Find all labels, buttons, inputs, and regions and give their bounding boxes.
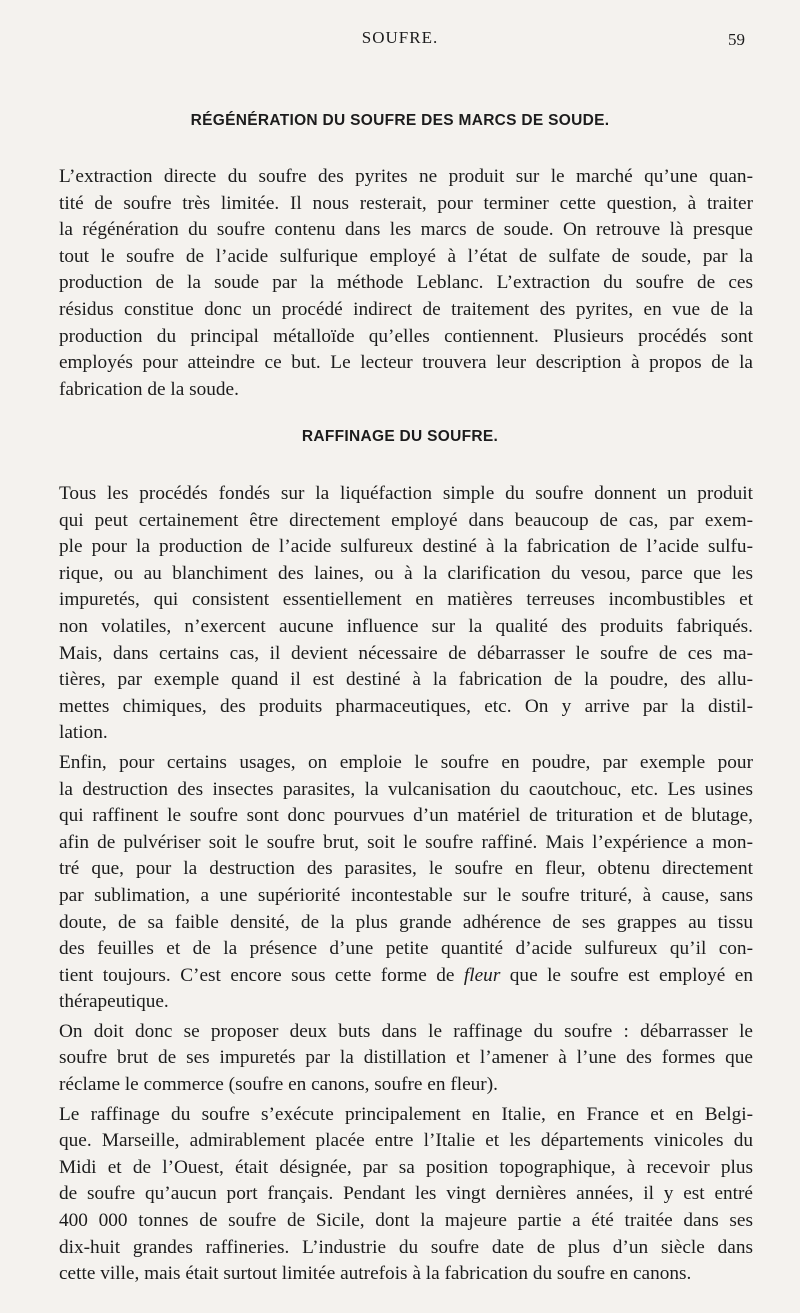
text-line: tières, par exemple quand il est destiné à la fabrication de la poudre, des allu- — [59, 669, 753, 691]
text-line: dix-huit grandes raffineries. L’industrie du soufre date de plus d’un siècle dans — [59, 1236, 753, 1258]
text-line: rique, ou au blanchiment des laines, ou à la clarification du vesou, parce que les — [59, 562, 753, 584]
text-line: tré que, pour la destruction des parasites, le soufre en fleur, obtenu directement — [59, 858, 753, 880]
text-line: tité de soufre très limitée. Il nous resterait, pour terminer cette question, à traiter — [59, 192, 753, 214]
text-line: tient toujours. C’est encore sous cette forme de fleur que le soufre est employé en — [59, 964, 753, 986]
emphasis: fleur — [463, 964, 501, 986]
text-line: soufre brut de ses impuretés par la distillation et l’amener à l’une des formes que — [59, 1047, 753, 1069]
text-line: réclame le commerce (soufre en canons, soufre en fleur). — [59, 1074, 498, 1096]
text-line: mettes chimiques, des produits pharmaceutiques, etc. On y arrive par la distil- — [59, 695, 753, 717]
text-line: thérapeutique. — [59, 991, 169, 1013]
text-line: résidus constitue donc un procédé indirect de traitement des pyrites, en vue de la — [59, 298, 753, 320]
running-title: SOUFRE. — [361, 28, 439, 47]
text-line: qui peut certainement être directement employé dans beaucoup de cas, par exem- — [59, 509, 753, 531]
text-line: la régénération du soufre contenu dans les marcs de soude. On retrouve là presque — [59, 219, 753, 241]
text-line: tout le soufre de l’acide sulfurique employé à l’état de sulfate de soude, par la — [59, 245, 753, 267]
text-line: fabrication de la soude. — [59, 378, 239, 400]
paragraph — [59, 481, 753, 747]
text-line: Tous les procédés fondés sur la liquéfaction simple du soufre donnent un produit — [59, 483, 753, 504]
text-line: production du principal métalloïde qu’elles contiennent. Plusieurs procédés sont — [59, 325, 753, 347]
text-line: cette ville, mais était surtout limitée autrefois à la fabrication du soufre en canons. — [59, 1263, 692, 1285]
text-line: que. Marseille, admirablement placée entre l’Italie et les départements vinicoles du — [59, 1130, 753, 1152]
text-line: la destruction des insectes parasites, la vulcanisation du caoutchouc, etc. Les usines — [59, 778, 753, 800]
text-line: de soufre qu’aucun port français. Pendant les vingt dernières années, il y est entré — [59, 1183, 753, 1205]
text-line: Enfin, pour certains usages, on emploie le soufre en poudre, par exemple pour — [59, 751, 753, 773]
paragraph — [59, 1019, 753, 1099]
text-line: production de la soude par la méthode Leblanc. L’extraction du soufre de ces — [59, 272, 753, 294]
section-heading-raffinage: RAFFINAGE DU SOUFRE. — [301, 428, 499, 445]
text-line: Le raffinage du soufre s’exécute principalement en Italie, en France et en Belgi- — [59, 1103, 753, 1125]
text-line: qui raffinent le soufre sont donc pourvues d’un matériel de trituration et de blutage, — [59, 805, 753, 827]
text-line: Mais, dans certains cas, il devient nécessaire de débarrasser le soufre de ces ma- — [59, 642, 753, 664]
paragraph — [59, 164, 753, 403]
paragraph — [59, 750, 753, 1016]
page-number: 59 — [728, 30, 745, 49]
text-line: afin de pulvériser soit le soufre brut, soit le soufre raffiné. Mais l’expérience a mon- — [59, 831, 753, 853]
paragraph — [59, 1102, 753, 1288]
text-line: lation. — [59, 722, 108, 744]
text-line: 400 000 tonnes de soufre de Sicile, dont la majeure partie a été traitée dans ses — [59, 1210, 753, 1232]
text-line: L’extraction directe du soufre des pyrites ne produit sur le marché qu’une quan- — [59, 166, 753, 187]
text-line: ple pour la production de l’acide sulfureux destiné à la fabrication de l’acide sulfu- — [59, 536, 753, 558]
section-body-regeneration — [59, 164, 753, 403]
text-line: doute, de sa faible densité, de la plus grande adhérence de ses grappes au tissu — [59, 911, 753, 933]
text-line: On doit donc se proposer deux buts dans le raffinage du soufre : débarrasser le — [59, 1020, 753, 1042]
text-line: Midi et de l’Ouest, était désignée, par sa position topographique, à recevoir plus — [59, 1156, 753, 1178]
text-line: employés pour atteindre ce but. Le lecteur trouvera leur description à propos de la — [59, 352, 753, 374]
text-line: des feuilles et de la présence d’une petite quantité d’acide sulfureux qu’il con- — [59, 938, 753, 960]
section-heading-regeneration: RÉGÉNÉRATION DU SOUFRE DES MARCS DE SOUDE. — [190, 112, 610, 129]
text-line: non volatiles, n’exercent aucune influence sur la qualité des produits fabriqués. — [59, 615, 753, 637]
text-line: par sublimation, a une supériorité incontestable sur le soufre trituré, à cause, sans — [59, 884, 753, 906]
text-line: impuretés, qui consistent essentiellement en matières terreuses incombustibles et — [59, 589, 753, 611]
section-body-raffinage — [59, 481, 753, 1288]
